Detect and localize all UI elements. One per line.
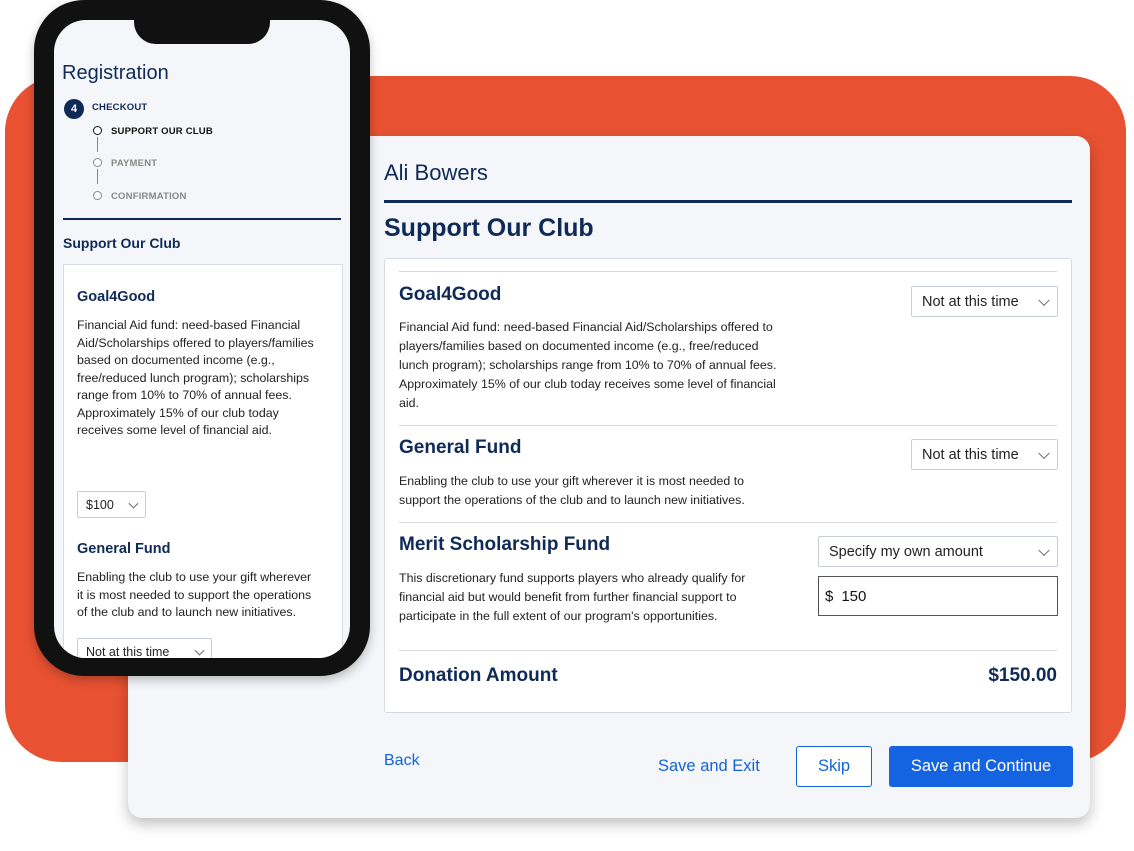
fund-title-merit-scholarship: Merit Scholarship Fund <box>399 534 611 555</box>
section-divider <box>63 218 341 220</box>
chevron-down-icon <box>1038 294 1049 305</box>
save-and-continue-button[interactable]: Save and Continue <box>889 746 1073 787</box>
select-value: $100 <box>86 497 114 512</box>
substep-connector <box>97 169 98 184</box>
select-value: Not at this time <box>86 644 170 658</box>
select-value: Specify my own amount <box>829 543 983 560</box>
substep-dot <box>93 158 102 167</box>
chevron-down-icon <box>129 498 139 508</box>
donation-amount-label: Donation Amount <box>399 665 558 686</box>
general-fund-amount-select[interactable] <box>911 439 1058 470</box>
mobile-fund-description-general-fund: Enabling the club to use your gift wherever it is most needed to support the operations of the club and to launch new initiatives. <box>77 570 312 619</box>
divider <box>399 522 1057 523</box>
phone-frame <box>34 0 370 676</box>
substep-payment[interactable]: PAYMENT <box>111 158 158 169</box>
phone-screen <box>54 20 350 658</box>
mobile-funds-card <box>63 264 343 658</box>
step-label-checkout: CHECKOUT <box>92 102 148 113</box>
mobile-general-fund-select[interactable] <box>77 638 212 658</box>
select-value: Not at this time <box>922 446 1019 463</box>
fund-title-general-fund: General Fund <box>399 437 522 458</box>
substep-dot <box>93 191 102 200</box>
substep-connector <box>97 137 98 152</box>
funds-panel <box>384 258 1072 713</box>
step-number-badge: 4 <box>64 99 84 119</box>
skip-button[interactable]: Skip <box>796 746 872 787</box>
phone-notch <box>134 0 270 44</box>
select-value: Not at this time <box>922 293 1019 310</box>
section-title: Support Our Club <box>63 235 181 251</box>
divider <box>399 650 1057 651</box>
fund-description-goal4good: Financial Aid fund: need-based Financial Aid/Scholarships offered to players/families based on documented income (e.g., free/reduced lunch program); scholarships range from 10% to 70% of annual fees. Approximately 15% of our club today receives some level of financial aid. <box>399 320 777 410</box>
substep-dot-active <box>93 126 102 135</box>
divider <box>399 425 1057 426</box>
chevron-down-icon <box>1038 447 1049 458</box>
chevron-down-icon <box>1038 544 1049 555</box>
goal4good-amount-select[interactable] <box>911 286 1058 317</box>
amount-value: 150 <box>841 587 867 605</box>
registration-title: Registration <box>62 62 169 84</box>
custom-amount-input[interactable] <box>818 576 1058 616</box>
divider <box>399 271 1057 272</box>
header-divider <box>384 200 1072 203</box>
mobile-fund-description-goal4good: Financial Aid fund: need-based Financial Aid/Scholarships offered to players/families based on documented income (e.g., free/reduced lunch program); scholarships range from 10% to 70% of annual fees. Approximately 15% of our club today receives some level of financial aid. <box>77 318 314 437</box>
mobile-fund-title-goal4good: Goal4Good <box>77 289 156 305</box>
donation-amount-value: $150.00 <box>988 665 1057 686</box>
fund-title-goal4good: Goal4Good <box>399 284 502 305</box>
merit-scholarship-amount-select[interactable] <box>818 536 1058 567</box>
mobile-goal4good-select[interactable] <box>77 491 146 518</box>
currency-symbol: $ <box>825 587 834 605</box>
fund-description-general-fund: Enabling the club to use your gift wherever it is most needed to support the operations of the club and to launch new initiatives. <box>399 474 745 507</box>
page-title: Support Our Club <box>384 214 594 242</box>
back-link[interactable]: Back <box>384 752 420 769</box>
save-and-exit-link[interactable]: Save and Exit <box>658 757 760 775</box>
chevron-down-icon <box>195 645 205 655</box>
user-name: Ali Bowers <box>384 160 488 185</box>
mobile-fund-title-general-fund: General Fund <box>77 541 171 557</box>
substep-confirmation[interactable]: CONFIRMATION <box>111 191 187 202</box>
substep-support-our-club[interactable]: SUPPORT OUR CLUB <box>111 126 213 137</box>
fund-description-merit-scholarship: This discretionary fund supports players who already qualify for financial aid but would benefit from further financial support to participate in the full extent of our program's opportunities. <box>399 571 746 623</box>
